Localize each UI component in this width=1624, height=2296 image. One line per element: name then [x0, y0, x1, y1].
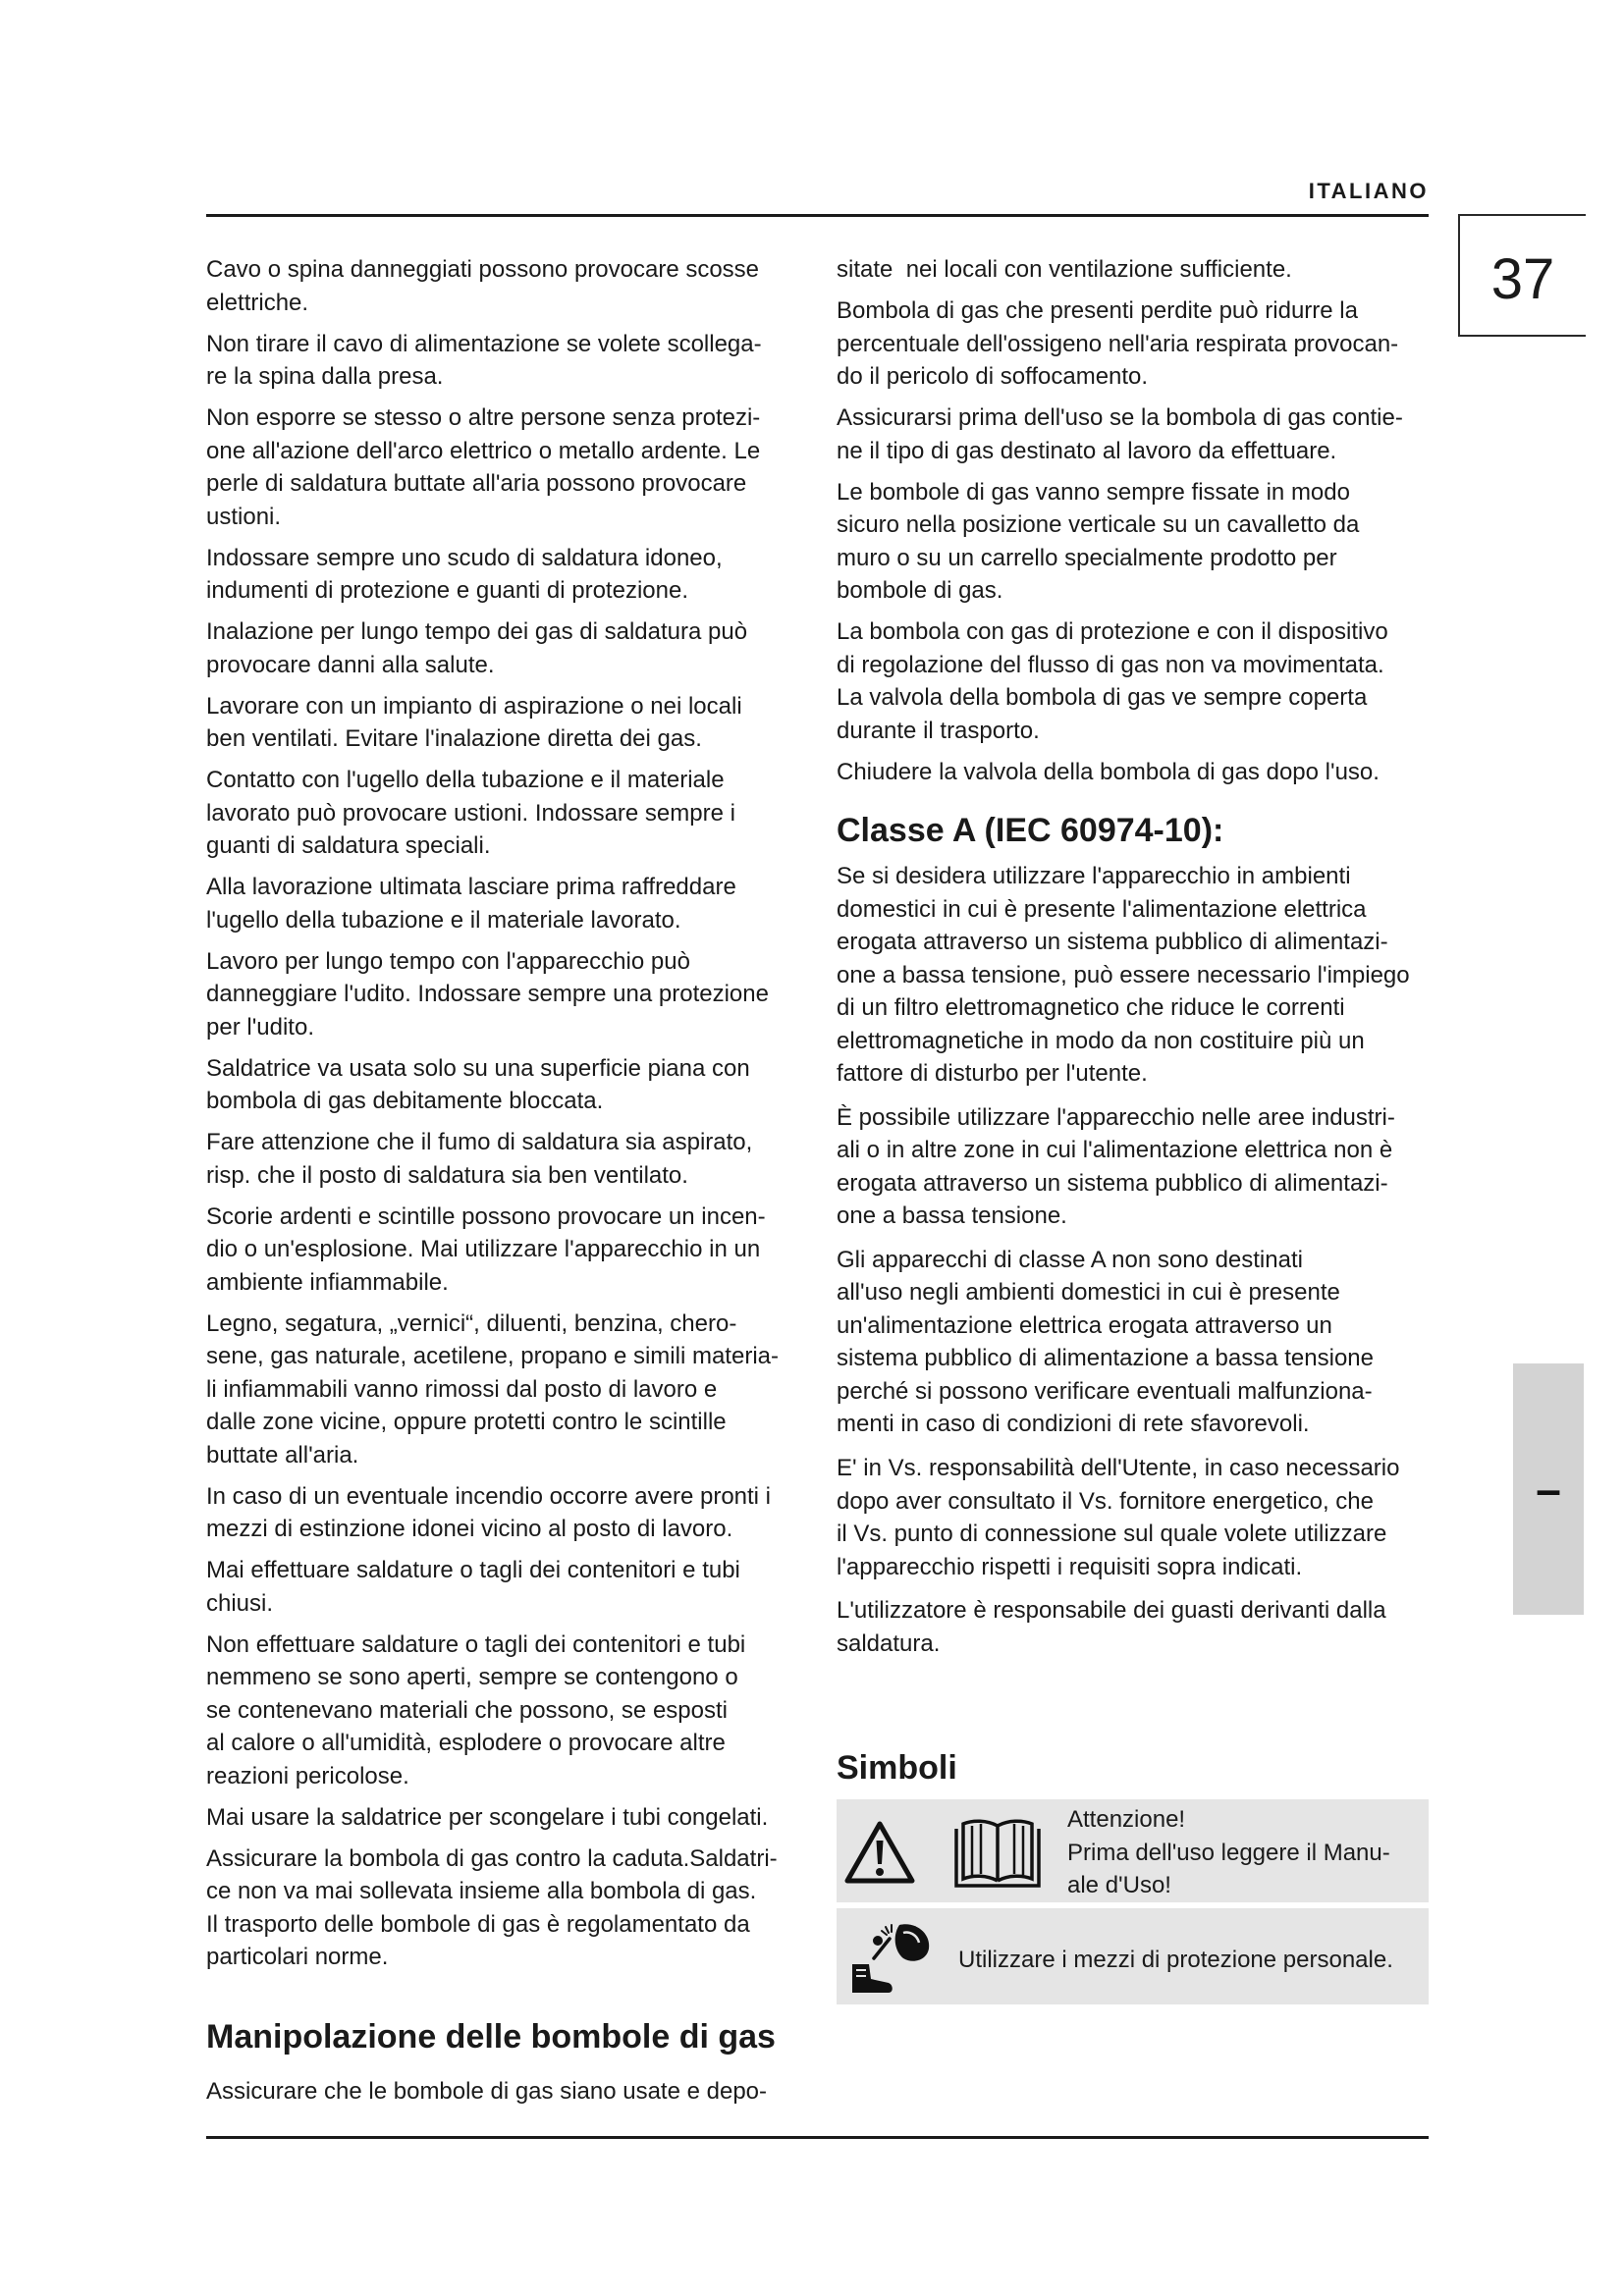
- paragraph: Mai usare la saldatrice per scongelare i tubi congelati.: [206, 1803, 769, 1831]
- paragraph: Saldatrice va usata solo su una superficie piana con bombola di gas debitamente bloccata.: [206, 1054, 750, 1114]
- header-rule: [206, 214, 1429, 217]
- paragraph: Cavo o spina danneggiati possono provocare scosse elettriche.: [206, 256, 760, 316]
- paragraph: La bombola con gas di protezione e con il dispositivo di regolazione del flusso di gas non va movimentata. La valvola della bombola di gas ve sempre coperta durante il trasporto.: [837, 618, 1388, 744]
- gas-cylinders-section: [206, 2075, 795, 2116]
- paragraph: Assicurare la bombola di gas contro la caduta.Saldatri- ce non va mai sollevata insieme alla bombola di gas. Il trasporto delle bombole di gas è regolamentato da particolari norme.: [206, 1844, 778, 1970]
- warning-triangle-icon: [844, 1819, 915, 1886]
- section-heading-gas-cylinders: Manipolazione delle bombole di gas: [206, 2018, 776, 2056]
- paragraph: Le bombole di gas vanno sempre fissate in modo sicuro nella posizione verticale su un cavalletto da muro o su un carrello specialmente prodotto per bombole di gas.: [837, 478, 1360, 604]
- paragraph: Non tirare il cavo di alimentazione se volete scollega- re la spina dalla presa.: [206, 330, 762, 390]
- paragraph: Fare attenzione che il fumo di saldatura sia aspirato, risp. che il posto di saldatura sia ben ventilato.: [206, 1129, 753, 1189]
- paragraph: Alla lavorazione ultimata lasciare prima raffreddare l'ugello della tubazione e il materiale lavorato.: [206, 874, 736, 934]
- class-a-section: [837, 860, 1429, 1671]
- paragraph: Lavorare con un impianto di aspirazione o nei locali ben ventilati. Evitare l'inalazione diretta dei gas.: [206, 692, 742, 752]
- paragraph: Indossare sempre uno scudo di saldatura idoneo, indumenti di protezione e guanti di protezione.: [206, 544, 723, 604]
- footer-rule: [206, 2136, 1429, 2139]
- section-heading-symbols: Simboli: [837, 1749, 957, 1787]
- symbol-warning-text: Attenzione! Prima dell'uso leggere il Manu- ale d'Uso!: [1067, 1806, 1390, 1898]
- paragraph: Lavoro per lungo tempo con l'apparecchio può danneggiare l'udito. Indossare sempre una protezione per l'udito.: [206, 947, 769, 1041]
- paragraph: Legno, segatura, „vernici“, diluenti, benzina, chero- sene, gas naturale, acetilene, propano e simili materia- li infiammabili vanno rimossi dal posto di lavoro e dalle zone vicine, oppure protetti contro le scintille buttate all'aria.: [206, 1309, 779, 1468]
- paragraph: È possibile utilizzare l'apparecchio nelle aree industri- ali o in altre zone in cui l'alimentazione elettrica non è erogata attraverso un sistema pubblico di alimentazi- one a bassa tensione.: [837, 1103, 1395, 1230]
- symbol-protection-text: Utilizzare i mezzi di protezione personale.: [958, 1947, 1393, 1973]
- paragraph: Assicurare che le bombole di gas siano usate e depo-: [206, 2078, 768, 2105]
- symbol-row-protection: [837, 1908, 1429, 2004]
- paragraph: Mai effettuare saldature o tagli dei contenitori e tubi chiusi.: [206, 1557, 740, 1617]
- paragraph: Assicurarsi prima dell'uso se la bombola di gas contie- ne il tipo di gas destinato al lavoro da effettuare.: [837, 404, 1403, 464]
- paragraph: Inalazione per lungo tempo dei gas di saldatura può provocare danni alla salute.: [206, 618, 748, 678]
- language-section-label: ITALIANO: [1308, 179, 1429, 203]
- paragraph: Contatto con l'ugello della tubazione e il materiale lavorato può provocare ustioni. Indossare sempre i guanti di saldatura speciali.: [206, 767, 735, 859]
- page-number-box: [1458, 214, 1586, 337]
- paragraph: E' in Vs. responsabilità dell'Utente, in caso necessario dopo aver consultato il Vs. fornitore energetico, che il Vs. punto di connessione sul quale volete utilizzare l'apparecchio rispetti i requisiti sopra indicati.: [837, 1455, 1400, 1580]
- section-heading-class-a: Classe A (IEC 60974-10):: [837, 812, 1224, 849]
- paragraph: sitate nei locali con ventilazione sufficiente.: [837, 256, 1292, 283]
- paragraph: Scorie ardenti e scintille possono provocare un incen- dio o un'esplosione. Mai utilizzare l'apparecchio in un ambiente infiammabile.: [206, 1202, 766, 1296]
- paragraph: Bombola di gas che presenti perdite può ridurre la percentuale dell'ossigeno nell'aria respirata provocan- do il pericolo di soffocamento.: [837, 297, 1399, 390]
- paragraph: L'utilizzatore è responsabile dei guasti derivanti dalla saldatura.: [837, 1597, 1386, 1657]
- manual-book-icon: [952, 1814, 1043, 1891]
- side-tab-mark: –: [1536, 1464, 1561, 1515]
- left-column: [206, 253, 795, 1982]
- protective-equipment-icon: [844, 1919, 935, 1996]
- paragraph: Non effettuare saldature o tagli dei contenitori e tubi nemmeno se sono aperti, sempre se contengono o se contenevano materiali che possono, se esposti al calore o all'umidità, esplodere o provocare altre reazioni pericolose.: [206, 1630, 746, 1789]
- paragraph: Non esporre se stesso o altre persone senza protezi- one all'azione dell'arco elettrico o metallo ardente. Le perle di saldatura buttate all'aria possono provocare ustioni.: [206, 404, 761, 530]
- symbol-row-warning: [837, 1799, 1429, 1902]
- paragraph: Gli apparecchi di classe A non sono destinati all'uso negli ambienti domestici in cui è presente un'alimentazione elettrica erogata attraverso un sistema pubblico di alimentazione a bassa tensione perché si possono verificare eventuali malfunziona- menti in caso di condizioni di rete sfavorevoli.: [837, 1246, 1374, 1438]
- side-language-tab: [1513, 1363, 1584, 1615]
- right-column: [837, 253, 1429, 797]
- paragraph: Chiudere la valvola della bombola di gas dopo l'uso.: [837, 758, 1380, 785]
- page-number: 37: [1490, 246, 1555, 311]
- paragraph: Se si desidera utilizzare l'apparecchio in ambienti domestici in cui è presente l'alimentazione elettrica erogata attraverso un sistema pubblico di alimentazi- one a bassa tensione, può essere necessario l'impiego di un filtro elettromagnetico che riduce le correnti elettromagnetiche in modo da non costituire più un fattore di disturbo per l'utente.: [837, 863, 1410, 1087]
- paragraph: In caso di un eventuale incendio occorre avere pronti i mezzi di estinzione idonei vicino al posto di lavoro.: [206, 1482, 772, 1542]
